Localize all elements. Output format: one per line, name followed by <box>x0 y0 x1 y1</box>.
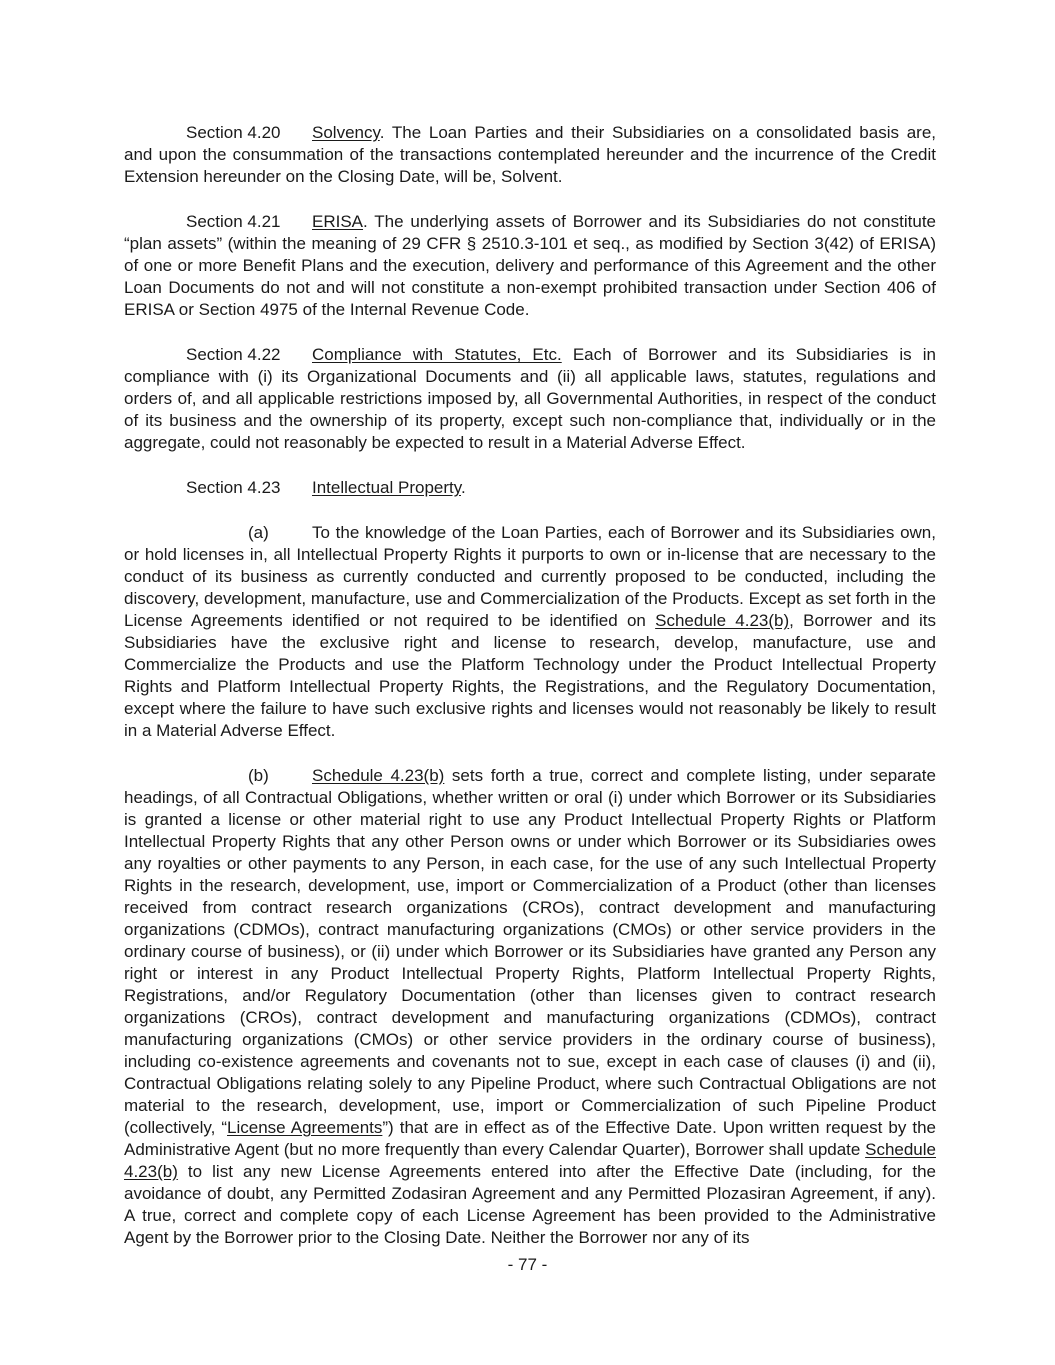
subsection-letter: (b) <box>248 766 269 785</box>
section-number: Section 4.23 <box>186 478 281 497</box>
underlined-term: Intellectual Property <box>312 478 461 497</box>
page-number: - 77 - <box>507 1255 548 1274</box>
text-run: sets forth a true, correct and complete listing, under separate headings, of all Contractual Obligations, whether written or oral (i) under which Borrower or its Subsidiaries is granted a license or other material right to use any Product Intellectual Property Rights or Platform Intellectual Property Rights that any other Person owns or under which Borrower or its Subsidiaries owes any royalties or other payments to any Person, in each case, for the use of any such Intellectual Property Rights in the research, development, use, import or Commercialization of a Product (other than licenses received from contract research organizations (CROs), contract development and manufacturing organizations (CDMOs), contract manufacturing organizations (CMOs) or other service providers in the ordinary course of business), or (ii) under which Borrower or its Subsidiaries have granted any Person any right or interest in any Product Intellectual Property Rights, Platform Intellectual Property Rights, Registrations, and/or Regulatory Documentation (other than licenses given to contract research organizations (CROs), contract development and manufacturing organizations (CDMOs), contract manufacturing organizations (CMOs) or other service providers in the ordinary course of business), including co-existence agreements and covenants not to sue, except in each case of clauses (i) and (ii), Contractual Obligations relating solely to any Pipeline Product, where such Contractual Obligations are not material to the research, development, use, import or Commercialization of such Pipeline Product (collectively, “ <box>124 766 936 1137</box>
underlined-term: Schedule 4.23(b) <box>655 611 790 630</box>
first-line-indent <box>124 492 186 493</box>
underlined-term: License Agreements <box>227 1118 383 1137</box>
text-run: Each of Borrower and its Subsidiaries is in compliance with (i) its Organizational Documents and (ii) all applicable laws, statutes, regulations and orders of, and all applicable restrictions imposed by, all Governmental Authorities, in respect of the conduct of its business and the ownership of its property, except such non-compliance that, individually or in the aggregate, could not reasonably be expected to result in a Material Adverse Effect. <box>124 345 936 452</box>
section-number: Section 4.20 <box>186 123 281 142</box>
underlined-term: ERISA <box>312 212 364 231</box>
text-run: to list any new License Agreements entered into after the Effective Date (including, for the avoidance of doubt, any Permitted Zodasiran Agreement and any Permitted Plozasiran Agreement, if any). A true, correct and complete copy of each License Agreement has been provided to the Administrative Agent by the Borrower prior to the Closing Date. Neither the Borrower nor any of its <box>124 1162 936 1247</box>
underlined-term: Schedule 4.23(b) <box>124 1140 936 1181</box>
document-content <box>124 122 936 1272</box>
underlined-term: Schedule 4.23(b) <box>312 766 445 785</box>
subsection-letter: (a) <box>248 523 269 542</box>
first-line-indent <box>124 359 186 360</box>
first-line-indent <box>124 226 186 227</box>
first-line-indent <box>124 137 186 138</box>
paragraph <box>124 122 936 188</box>
paragraph <box>124 211 936 321</box>
first-line-indent <box>124 780 248 781</box>
text-run: . The underlying assets of Borrower and its Subsidiaries do not constitute “plan assets” (within the meaning of 29 CFR § 2510.3-101 et seq., as modified by Section 3(42) of ERISA) of one or more Benefit Plans and the execution, delivery and performance of this Agreement and the other Loan Documents do not and will not constitute a non-exempt prohibited transaction under Section 406 of ERISA or Section 4975 of the Internal Revenue Code. <box>124 212 936 319</box>
underlined-term: Solvency <box>312 123 380 142</box>
section-number: Section 4.22 <box>186 345 281 364</box>
first-line-indent <box>124 537 248 538</box>
text-run: ”) that are in effect as of the Effective Date. Upon written request by the Administrative Agent (but no more frequently than every Calendar Quarter), Borrower shall update <box>124 1118 936 1159</box>
text-run: To the knowledge of the Loan Parties, each of Borrower and its Subsidiaries own, or hold licenses in, all Intellectual Property Rights it purports to own or in-license that are necessary to the conduct of its business as currently conducted and currently proposed to be conducted, including the discovery, development, manufacture, use and Commercialization of the Products. Except as set forth in the License Agreements identified or not required to be identified on <box>124 523 936 630</box>
paragraph <box>124 344 936 454</box>
text-run: , Borrower and its Subsidiaries have the exclusive right and license to research, develop, manufacture, use and Commercialize the Products and use the Platform Technology under the Product Intellectual Property Rights and Platform Intellectual Property Rights, the Registrations, and the Regulatory Documentation, except where the failure to have such exclusive rights and licenses would not reasonably be likely to result in a Material Adverse Effect. <box>124 611 936 740</box>
paragraph <box>124 477 936 499</box>
paragraph <box>124 765 936 1249</box>
text-run: . <box>460 478 466 497</box>
underlined-term: Compliance with Statutes, Etc. <box>312 345 562 364</box>
section-number: Section 4.21 <box>186 212 281 231</box>
paragraph <box>124 522 936 742</box>
text-run: . The Loan Parties and their Subsidiaries on a consolidated basis are, and upon the consummation of the transactions contemplated hereunder and the incurrence of the Credit Extension hereunder on the Closing Date, will be, Solvent. <box>124 123 936 186</box>
